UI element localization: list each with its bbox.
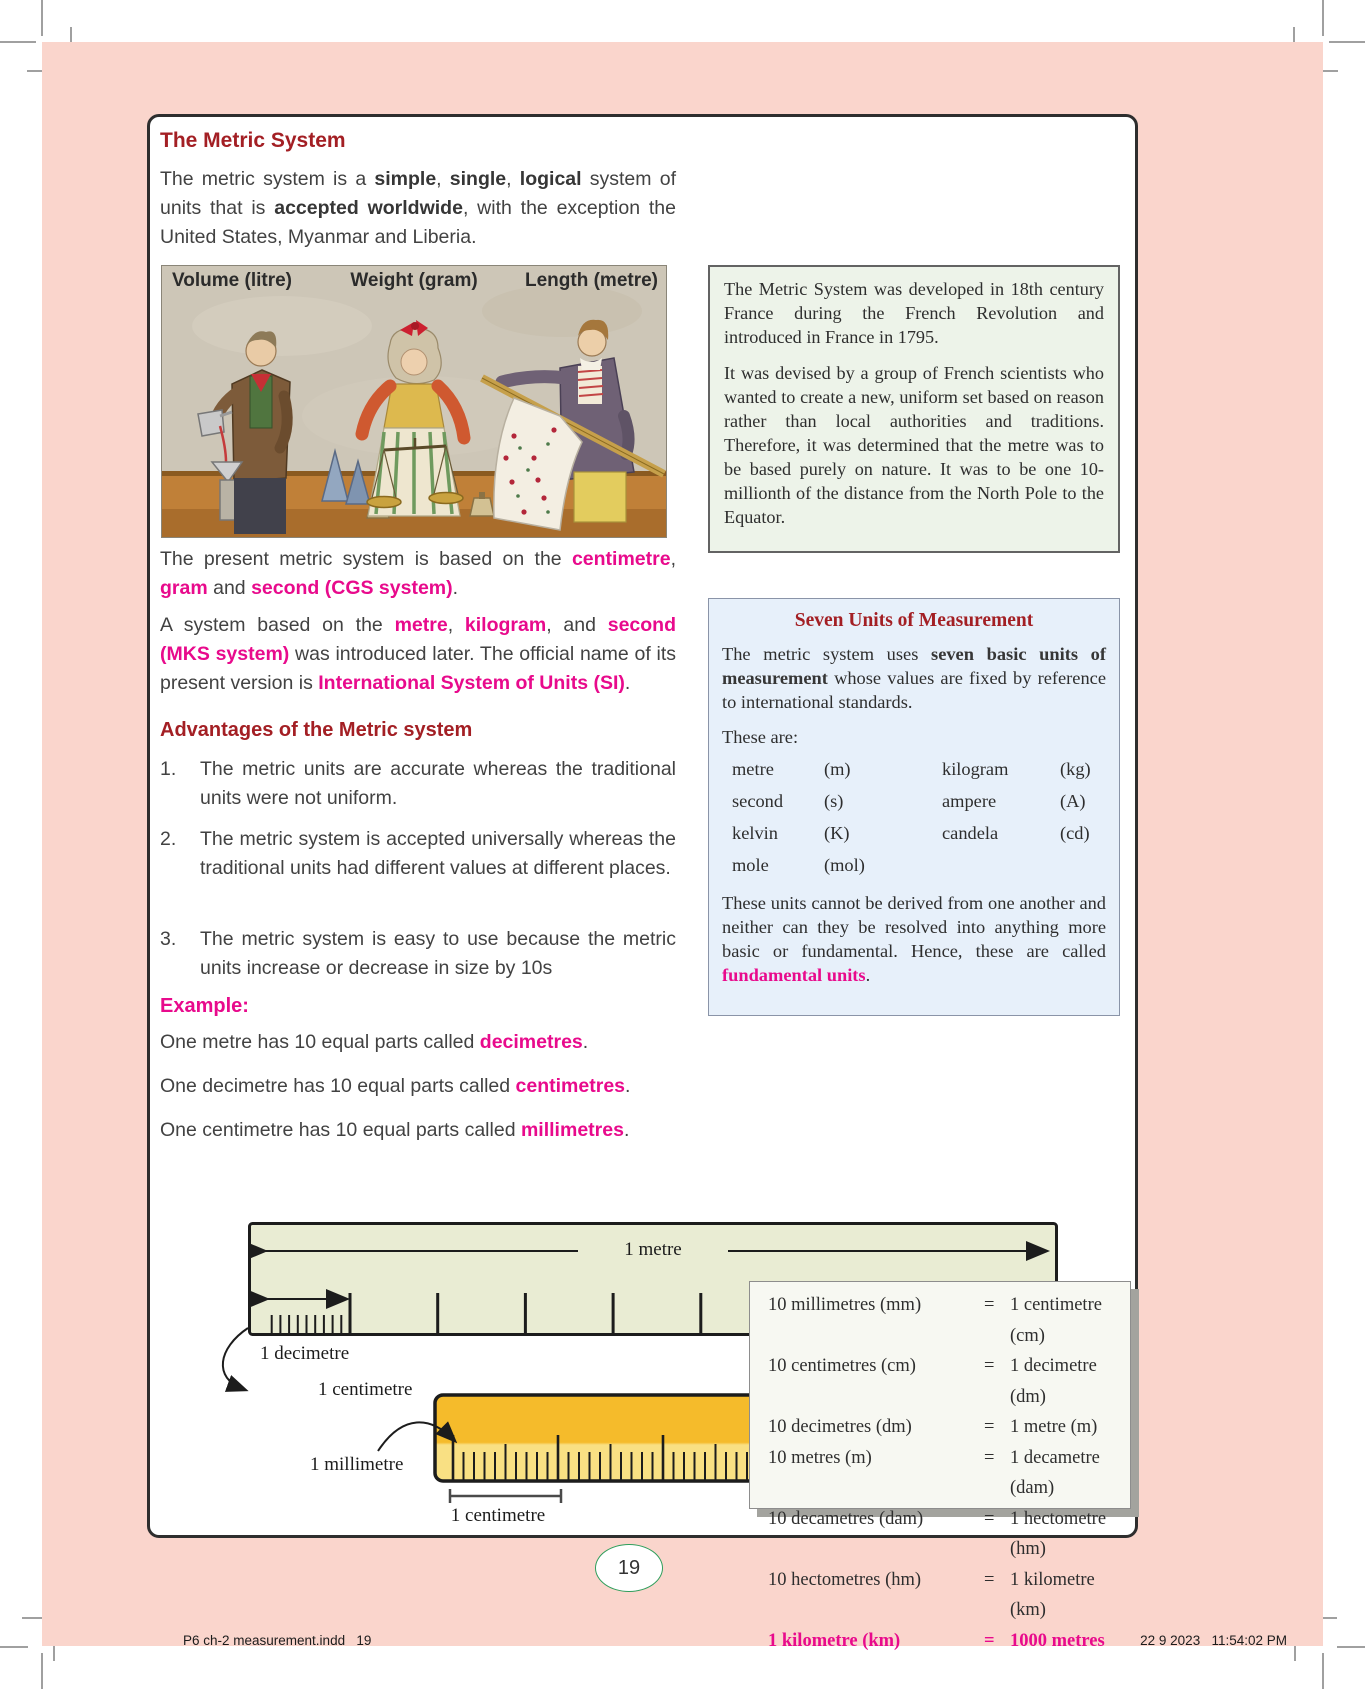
crop-mark bbox=[1322, 1653, 1324, 1689]
illustration-label-volume: Volume (litre) bbox=[172, 270, 292, 291]
equals-sign: = bbox=[984, 1417, 995, 1437]
conversion-left: 10 hectometres (hm) bbox=[768, 1569, 922, 1590]
conversion-right: 1000 metres bbox=[1010, 1630, 1105, 1651]
footer-filename: P6 ch-2 measurement.indd 19 bbox=[183, 1633, 372, 1648]
footer-timestamp: 22 9 2023 11:54:02 PM bbox=[1140, 1633, 1287, 1648]
conversion-left: 10 metres (m) bbox=[768, 1447, 872, 1468]
decimetre-label: 1 decimetre bbox=[260, 1343, 350, 1364]
unit-symbol: (K) bbox=[824, 823, 850, 843]
millimetre-label: 1 millimetre bbox=[310, 1454, 404, 1475]
unit-name: metre bbox=[732, 759, 774, 779]
advantage-number: 3. bbox=[160, 928, 177, 950]
crop-mark bbox=[22, 1617, 44, 1619]
diagram-arrows bbox=[183, 1293, 763, 1527]
equals-sign: = bbox=[984, 1508, 995, 1529]
equals-sign: = bbox=[984, 1295, 995, 1315]
equals-sign: = bbox=[984, 1356, 995, 1376]
unit-name: kelvin bbox=[732, 823, 778, 843]
advantage-item bbox=[160, 755, 676, 813]
intro-paragraph: The metric system is a simple, single, logical system of units that is accepted worldwide, with the exception the United States, Myanmar and Liberia. bbox=[160, 168, 676, 248]
units-row bbox=[732, 817, 1106, 849]
advantage-text: The metric system is easy to use because the metric units increase or decrease in size by 10s bbox=[200, 928, 676, 979]
seven-units-outro: These units cannot be derived from one another and neither can they be resolved into anything more basic or fundamental. Hence, these are called fundamental units. bbox=[722, 893, 1106, 985]
metric-history-illustration bbox=[161, 265, 667, 538]
advantage-text: The metric units are accurate whereas the traditional units were not uniform. bbox=[200, 758, 676, 809]
metre-arrow-label: 1 metre bbox=[578, 1239, 728, 1261]
unit-name: ampere bbox=[942, 791, 997, 811]
seven-units-intro: The metric system uses seven basic units of measurement whose values are fixed by reference to international standards. bbox=[722, 644, 1107, 712]
history-box bbox=[708, 265, 1120, 553]
advantage-item bbox=[160, 925, 676, 983]
history-paragraph-2: It was devised by a group of French scientists who wanted to create a new, uniform set based on reason rather than local authorities and traditions. Therefore, it was determined that the metre was to be based purely on nature. It was to be one 10-millionth of the distance from the North Pole to the Equator. bbox=[724, 363, 1104, 527]
conversion-left: 10 decimetres (dm) bbox=[768, 1417, 912, 1437]
equals-sign: = bbox=[984, 1630, 995, 1651]
illustration-label-weight: Weight (gram) bbox=[350, 270, 478, 291]
conversion-right: 1 metre (m) bbox=[1010, 1417, 1098, 1437]
centimetre-label: 1 centimetre bbox=[318, 1379, 413, 1400]
conversion-row bbox=[768, 1290, 1130, 1351]
illustration-art bbox=[162, 266, 666, 537]
length-conversion-table bbox=[749, 1281, 1131, 1651]
equals-sign: = bbox=[984, 1447, 995, 1468]
section-heading: The Metric System bbox=[160, 129, 346, 152]
advantage-text: The metric system is accepted universally whereas the traditional units had different values at different places. bbox=[200, 828, 676, 879]
unit-name: mole bbox=[732, 855, 769, 875]
unit-symbol: (A) bbox=[1060, 791, 1086, 811]
history-paragraph-1: The Metric System was developed in 18th century France during the French Revolution and introduced in France in 1795. bbox=[724, 279, 1104, 347]
crop-mark bbox=[0, 41, 36, 43]
conversion-right: 1 decametre (dam) bbox=[1010, 1447, 1100, 1498]
conversion-row bbox=[768, 1351, 1130, 1412]
crop-mark bbox=[41, 1653, 43, 1689]
page-number: 19 bbox=[617, 1556, 641, 1579]
crop-mark bbox=[1337, 1646, 1365, 1648]
advantage-item bbox=[160, 825, 676, 883]
conversion-right: 1 decimetre (dm) bbox=[1010, 1356, 1097, 1407]
unit-name: second bbox=[732, 791, 784, 811]
conversion-row bbox=[768, 1412, 1130, 1443]
unit-symbol: (cd) bbox=[1060, 823, 1090, 843]
unit-name: candela bbox=[942, 823, 999, 843]
conversion-left: 10 millimetres (mm) bbox=[768, 1295, 922, 1315]
unit-symbol: (s) bbox=[824, 791, 844, 811]
example-line: One centimetre has 10 equal parts called millimetres. bbox=[160, 1119, 630, 1141]
centimetre-label-2: 1 centimetre bbox=[450, 1505, 546, 1526]
advantage-number: 2. bbox=[160, 828, 177, 850]
crop-mark bbox=[1322, 0, 1324, 36]
unit-symbol: (mol) bbox=[824, 855, 865, 875]
conversion-row bbox=[768, 1443, 1130, 1504]
unit-symbol: (kg) bbox=[1060, 759, 1091, 779]
conversion-row bbox=[768, 1565, 1130, 1626]
units-row bbox=[732, 753, 1106, 785]
conversion-right: 1 centimetre (cm) bbox=[1010, 1295, 1102, 1346]
conversion-left: 10 decametres (dam) bbox=[768, 1508, 924, 1529]
advantage-number: 1. bbox=[160, 758, 177, 780]
units-grid bbox=[732, 753, 1106, 881]
conversion-row-highlight bbox=[768, 1626, 1130, 1657]
conversion-right: 1 kilometre (km) bbox=[1010, 1569, 1095, 1620]
example-line: One decimetre has 10 equal parts called centimetres. bbox=[160, 1075, 631, 1097]
advantages-heading: Advantages of the Metric system bbox=[160, 719, 473, 741]
conversion-row bbox=[768, 1504, 1130, 1565]
conversion-right: 1 hectometre (hm) bbox=[1010, 1508, 1107, 1559]
these-are-label: These are: bbox=[722, 727, 799, 747]
units-row bbox=[732, 849, 1106, 881]
crop-mark bbox=[1329, 41, 1365, 43]
units-row bbox=[732, 785, 1106, 817]
crop-mark bbox=[41, 0, 43, 36]
seven-units-title: Seven Units of Measurement bbox=[794, 610, 1034, 631]
example-heading: Example: bbox=[160, 995, 249, 1017]
seven-units-box bbox=[708, 598, 1120, 1016]
illustration-label-length: Length (metre) bbox=[525, 270, 658, 291]
equals-sign: = bbox=[984, 1569, 995, 1590]
example-line: One metre has 10 equal parts called decimetres. bbox=[160, 1031, 589, 1053]
unit-name: kilogram bbox=[942, 759, 1009, 779]
conversion-left: 1 kilometre (km) bbox=[768, 1630, 901, 1651]
page-number-badge bbox=[595, 1544, 663, 1592]
unit-symbol: (m) bbox=[824, 759, 851, 779]
mks-paragraph: A system based on the metre, kilogram, and second (MKS system) was introduced later. The official name of its present version is International System of Units (SI). bbox=[160, 614, 676, 694]
crop-mark bbox=[0, 1646, 28, 1648]
cgs-paragraph: The present metric system is based on the centimetre, gram and second (CGS system). bbox=[160, 548, 676, 599]
conversion-left: 10 centimetres (cm) bbox=[768, 1356, 916, 1376]
